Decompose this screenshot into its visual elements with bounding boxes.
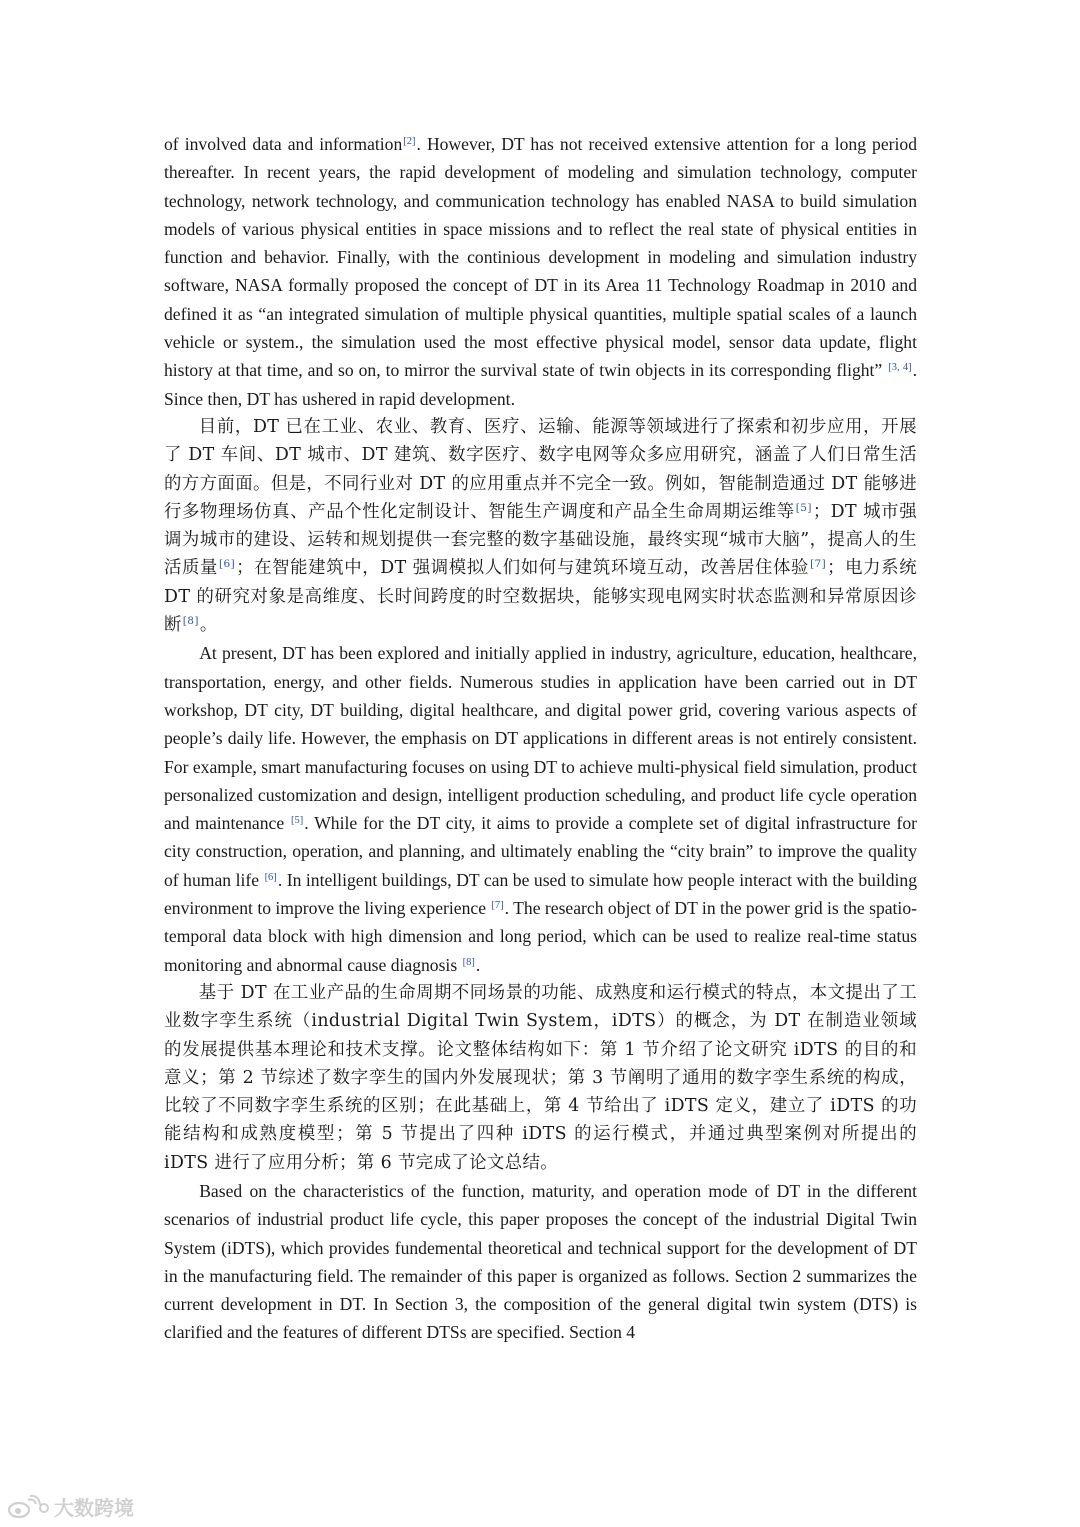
weibo-logo-icon — [6, 1494, 50, 1520]
citation-ref[interactable]: [2] — [403, 136, 416, 147]
paragraph-p1 — [164, 130, 917, 413]
citation-ref[interactable]: [8] — [182, 615, 199, 628]
citation-ref[interactable]: [3, 4] — [888, 362, 912, 374]
text-segment: . In intelligent buildings, DT can be used to simulate how people interact with the building environment to improve the living experience — [164, 869, 918, 919]
text-segment: . The research object of DT in the power grid is the spatio-temporal data block with high dimension and long period, which can be used to realize real-time status monitoring and abnormal cause diagnosis — [164, 898, 917, 975]
text-segment: 。 — [199, 615, 218, 636]
text-segment: ；在智能建筑中，DT 强调模拟人们如何与建筑环境互动，改善居住体验 — [236, 558, 810, 579]
citation-ref[interactable]: [5] — [291, 815, 304, 827]
paragraph-p3 — [164, 639, 917, 979]
citation-ref[interactable]: [7] — [491, 900, 504, 912]
text-segment: ；DT 城市强调为城市的建设、运转和规划提供一套完整的数字基础设施，最终实现“城市大脑”，提高人的生活质量 — [164, 501, 917, 579]
paragraph-p5 — [164, 1177, 917, 1347]
citation-ref[interactable]: [5] — [795, 501, 812, 514]
text-segment: 基于 DT 在工业产品的生命周期不同场景的功能、成熟度和运行模式的特点，本文提出了工业数字孪生系统（industrial Digital Twin System，iDTS）的概念，为 DT 在制造业领域的发展提供基本理论和技术支撑。论文整体结构如下：第 1 节介绍了论文研究 iDTS 的目的和意义；第 2 节综述了数字孪生的国内外发展现状；第 3 节阐明了通用的数字孪生系统的构成，比较了不同数字孪生系统的区别；在此基础上，第 4 节给出了 iDTS 定义，建立了 iDTS 的功能结构和成熟度模型；第 5 节提出了四种 iDTS 的运行模式，并通过典型案例对所提出的 iDTS 进行了应用分析；第 6 节完成了论文总结。 — [164, 982, 917, 1173]
text-segment: . However, DT has not received extensive attention for a long period thereafter. In recent years, the rapid development of modeling and simulation technology, computer technology, network technology, and communication technology has enabled NASA to build simulation models of various physical entities in space missions and to reflect the real state of physical entities in function and behavior. Finally, with the continious development in modeling and simulation industry software, NASA formally proposed the concept of DT in its Area 11 Technology Roadmap in 2010 and defined it as “an integrated simulation of multiple physical quantities, multiple spatial scales of a launch vehicle or system., the simulation used the most effective physical model, sensor data update, flight history at that time, and so on, to mirror the survival state of twin objects in its corresponding flight” — [164, 134, 918, 381]
text-segment: At present, DT has been explored and initially applied in industry, agriculture, education, healthcare, transportation, energy, and other fields. Numerous studies in application have been carried out in DT workshop, DT city, DT building, digital healthcare, and digital power grid, covering various aspects of people’s daily life. However, the emphasis on DT applications in different areas is not entirely consistent. For example, smart manufacturing focuses on using DT to achieve multi-physical field simulation, product personalized customization and design, intelligent production scheduling, and product life cycle operation and maintenance — [164, 643, 917, 834]
citation-ref[interactable]: [7] — [810, 558, 827, 571]
paragraph-p4 — [164, 979, 917, 1177]
citation-ref[interactable]: [6] — [264, 871, 277, 883]
text-segment: of involved data and information — [164, 134, 403, 154]
watermark-text: 大数跨境 — [54, 1496, 134, 1520]
text-segment: . Since then, DT has ushered in rapid development. — [164, 360, 917, 409]
citation-ref[interactable]: [6] — [219, 558, 236, 571]
text-segment: . — [475, 954, 481, 975]
citation-ref[interactable]: [8] — [462, 956, 475, 968]
text-segment: ；电力系统 DT 的研究对象是高维度、长时间跨度的时空数据块，能够实现电网实时状态监测和异常原因诊断 — [164, 558, 917, 636]
paragraph-p2 — [164, 413, 917, 639]
text-segment: . While for the DT city, it aims to provide a complete set of digital infrastructure for city construction, operation, and planning, and ultimately enabling the “city brain” to improve the quality of human life — [164, 813, 917, 890]
paper-body — [164, 130, 917, 1347]
text-segment: Based on the characteristics of the function, maturity, and operation mode of DT in the different scenarios of industrial product life cycle, this paper proposes the concept of the industrial Digital Twin System (iDTS), which provides fundemental theoretical and technical support for the development of DT in the manufacturing field. The remainder of this paper is organized as follows. Section 2 summarizes the current development in DT. In Section 3, the composition of the general digital twin system (DTS) is clarified and the features of different DTSs are specified. Section 4 — [164, 1180, 917, 1343]
watermark — [6, 1492, 134, 1521]
text-segment: 目前，DT 已在工业、农业、教育、医疗、运输、能源等领域进行了探索和初步应用，开展了 DT 车间、DT 城市、DT 建筑、数字医疗、数字电网等众多应用研究，涵盖了人们日常生活的方方面面。但是，不同行业对 DT 的应用重点并不完全一致。例如，智能制造通过 DT 能够进行多物理场仿真、产品个性化定制设计、智能生产调度和产品全生命周期运维等 — [164, 416, 917, 522]
